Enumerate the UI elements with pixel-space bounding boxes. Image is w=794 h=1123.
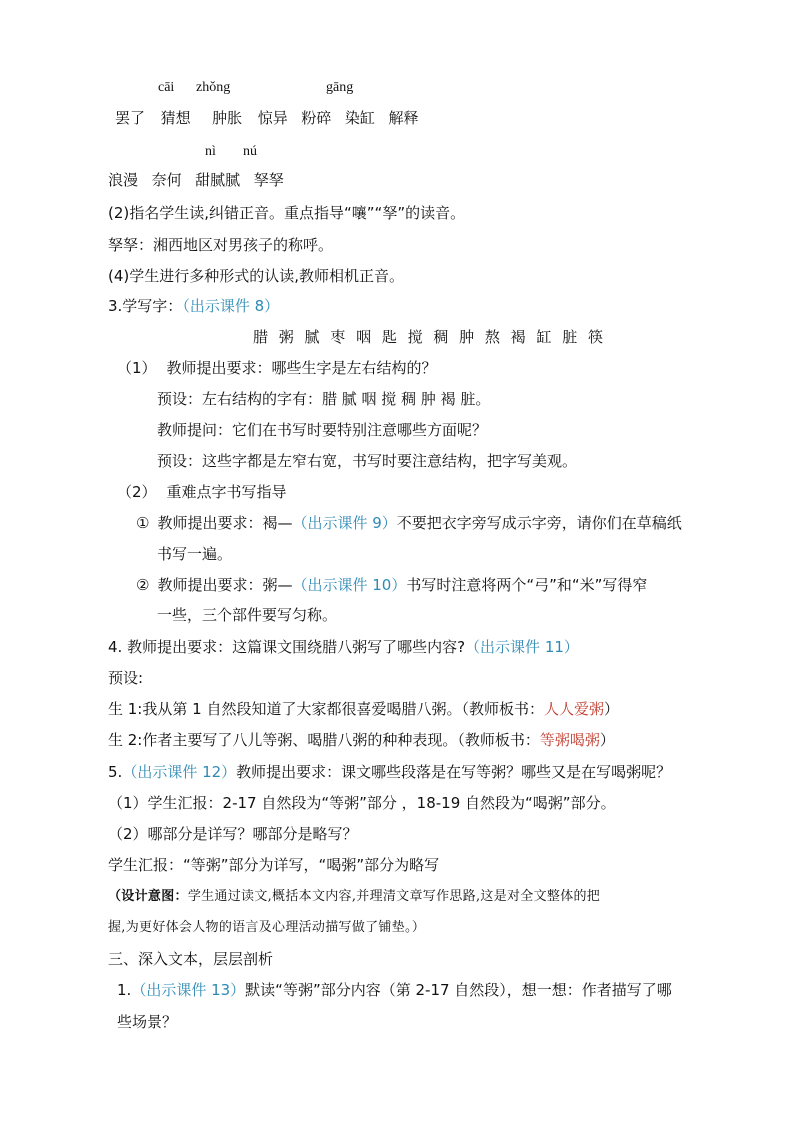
report-3: 学生汇报：“等粥”部分为详写，“喝粥”部分为略写 <box>108 856 440 874</box>
answer-text: ） <box>603 700 619 718</box>
vocab-row-1 <box>115 108 418 128</box>
design-intention-cont: 握,为更好体会人物的语言及心理活动描写做了铺垫。） <box>108 920 426 935</box>
question-number: 5. <box>108 763 123 781</box>
pinyin-ni: nì <box>205 144 216 159</box>
teacher-question: 教师提问：它们在书写时要特别注意哪些方面呢？ <box>157 421 488 439</box>
vocab-word: 惊异 <box>257 109 288 127</box>
question-text: 默读“等粥”部分内容（第 2-17 自然段），想一想：作者描写了哪 <box>245 981 672 999</box>
vocab-word: 染缸 <box>344 109 375 127</box>
nunu-definition: 孥孥：湘西地区对男孩子的称呼。 <box>108 236 334 254</box>
pinyin-gang: gāng <box>326 80 354 95</box>
char-guide-he-cont: 书写一遍。 <box>157 545 233 563</box>
courseware-8: （出示课件 8） <box>182 297 280 315</box>
char-guide-zhou <box>136 575 647 595</box>
point-number: （1） <box>117 359 157 377</box>
preset-label: 预设: <box>108 669 144 687</box>
vocab-word: 粉碎 <box>301 109 332 127</box>
vocab-word: 孥孥 <box>253 171 284 189</box>
courseware-10: （出示课件 10） <box>292 576 407 594</box>
question-4 <box>108 637 579 657</box>
question-5 <box>108 762 671 782</box>
question-1-cont: 些场景？ <box>117 1013 178 1031</box>
char-guide-zhou-cont: 一些，三个部件要写匀称。 <box>157 606 338 624</box>
question-text: 4. 教师提出要求：这篇课文围绕腊八粥写了哪些内容? <box>108 638 466 656</box>
design-text: 学生通过读文,概括本文内容,并理清文章写作思路,这是对全文整体的把 <box>187 889 601 904</box>
write-title: 3.学写字： <box>108 297 183 315</box>
design-intention <box>108 887 600 907</box>
read-instruction: (2)指名学生读,纠错正音。重点指导“嚷”“孥”的读音。 <box>108 204 466 222</box>
point-text: 教师提出要求：哪些生字是左右结构的？ <box>166 359 437 377</box>
vocab-word: 浪漫 <box>108 171 139 189</box>
question-1 <box>117 980 672 1000</box>
section-heading: 三、深入文本，层层剖析 <box>108 950 274 968</box>
courseware-9: （出示课件 9） <box>292 514 397 532</box>
design-label: （设计意图： <box>108 889 188 904</box>
write-point-2 <box>117 482 287 502</box>
answer-text: 生 2:作者主要写了八儿等粥、喝腊八粥的种种表现。（教师板书： <box>108 731 540 749</box>
preset-writing: 预设：这些字都是左窄右宽，书写时要注意结构，把字写美观。 <box>157 452 578 470</box>
board-note: 等粥喝粥 <box>539 731 600 749</box>
guide-text: 不要把衣字旁写成示字旁，请你们在草稿纸 <box>396 514 682 532</box>
student-1-answer <box>108 699 619 719</box>
answer-text: ） <box>599 731 615 749</box>
vocab-word: 解释 <box>388 109 419 127</box>
vocab-word: 猜想 <box>160 109 191 127</box>
pinyin-nu: nú <box>243 144 257 159</box>
guide-text: 教师提出要求：粥— <box>157 576 293 594</box>
student-2-answer <box>108 730 615 750</box>
guide-text: 教师提出要求：褐— <box>157 514 293 532</box>
report-1: （1）学生汇报：2-17 自然段为“等粥”部分 ，18-19 自然段为“喝粥”部分。 <box>108 794 616 812</box>
new-characters: 腊 粥 腻 枣 咽 匙 搅 稠 肿 熬 褐 缸 脏 筷 <box>253 328 606 346</box>
courseware-12: （出示课件 12） <box>122 763 237 781</box>
vocab-word: 罢了 <box>115 109 146 127</box>
preset-structure: 预设：左右结构的字有：腊 腻 咽 搅 稠 肿 褐 脏。 <box>157 390 491 408</box>
answer-text: 生 1:我从第 1 自然段知道了大家都很喜爱喝腊八粥。（教师板书： <box>108 700 544 718</box>
report-2: （2）哪部分是详写？哪部分是略写？ <box>108 825 358 843</box>
guide-text: 书写时注意将两个“弓”和“米”写得窄 <box>406 576 648 594</box>
vocab-word: 甜腻腻 <box>195 171 241 189</box>
vocab-word: 肿胀 <box>212 109 243 127</box>
question-number: 1. <box>117 981 132 999</box>
circle-number: ① <box>136 514 150 532</box>
pinyin-zhong: zhǒng <box>196 80 231 95</box>
char-guide-he <box>136 513 682 533</box>
pinyin-cai: cāi <box>158 80 175 95</box>
point-number: （2） <box>117 483 157 501</box>
circle-number: ② <box>136 576 150 594</box>
vocab-row-2 <box>108 170 284 190</box>
write-point-1 <box>117 358 437 378</box>
write-heading <box>108 296 279 316</box>
board-note: 人人爱粥 <box>543 700 604 718</box>
vocab-word: 奈何 <box>151 171 182 189</box>
point-text: 重难点字书写指导 <box>166 483 287 501</box>
courseware-13: （出示课件 13） <box>131 981 246 999</box>
question-text: 教师提出要求：课文哪些段落是在写等粥？哪些又是在写喝粥呢？ <box>236 763 672 781</box>
courseware-11: （出示课件 11） <box>465 638 579 656</box>
multi-reading: (4)学生进行多种形式的认读,教师相机正音。 <box>108 267 405 285</box>
